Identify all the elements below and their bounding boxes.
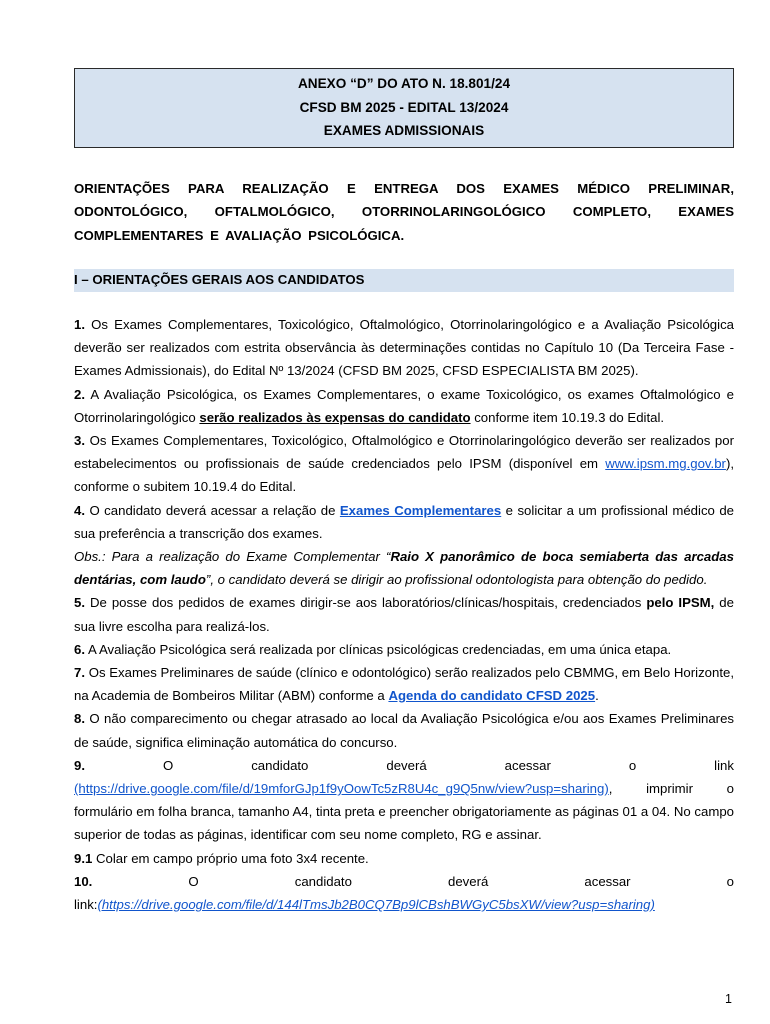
emphasis-text: Raio X panorâmico de boca semiaberta das arcadas dentárias, com laudo [74, 549, 734, 588]
item-number: 8. [74, 711, 85, 727]
item-2 [74, 383, 734, 429]
item-10-rest [74, 893, 734, 916]
annex-header [74, 68, 734, 148]
emphasis-text: serão realizados às expensas do candidato [199, 409, 471, 425]
exames-complementares-link[interactable]: Exames Complementares [339, 502, 502, 518]
item-text: Os Exames Preliminares de saúde (clínico e odontológico) serão realizados pelo CBMMG, em Belo Horizonte, na Academia de Bombeiros Militar (ABM) conforme a [74, 665, 734, 704]
obs-note [74, 545, 734, 591]
item-text: A Avaliação Psicológica, os Exames Complementares, o exame Toxicológico, os exames Oftalmológico e Otorrinolaringológico [74, 386, 735, 425]
item-text: link: [74, 897, 98, 913]
header-line-1: ANEXO “D” DO ATO N. 18.801/24 [297, 76, 511, 91]
emphasis-text: pelo IPSM, [646, 595, 715, 611]
item-9-1 [74, 847, 734, 870]
document-page [74, 68, 734, 916]
item-number: 6. [74, 641, 85, 657]
ipsm-link[interactable]: www.ipsm.mg.gov.br [605, 456, 726, 472]
item-word: acessar [584, 873, 631, 889]
item-word: O [188, 873, 199, 889]
item-text: conforme item 10.19.3 do Edital. [470, 409, 665, 425]
item-9-rest [74, 777, 734, 847]
item-text: Os Exames Complementares, Toxicológico, Oftalmológico e Otorrinolaringológico deverão ser realizados por estabelecimentos ou profissionais de saúde credenciados pelo IPSM (disponível em [74, 433, 734, 472]
item-5 [74, 591, 734, 637]
second-drive-link[interactable]: (https://drive.google.com/file/d/144lTmsJb2B0CQ7Bp9lCBshBWGyC5bsXW/view?usp=sharing) [97, 897, 655, 913]
item-text: e solicitar a um profissional médico de sua preferência a transcrição dos exames. [74, 502, 734, 541]
body-text [74, 313, 734, 916]
item-number: 3. [74, 433, 85, 449]
item-text: O candidato deverá acessar a relação de [89, 502, 340, 518]
item-word: o [726, 873, 734, 889]
item-word: O [162, 757, 174, 773]
item-9-first-line [74, 754, 734, 777]
header-line-2: CFSD BM 2025 - EDITAL 13/2024 [299, 99, 509, 115]
item-word: candidato [294, 873, 352, 889]
item-text: De posse dos pedidos de exames dirigir-se aos laboratórios/clínicas/hospitais, credenciados [89, 595, 647, 611]
item-3 [74, 429, 734, 499]
item-text: Os Exames Complementares, Toxicológico, Oftalmológico, Otorrinolaringológico e a Avaliação Psicológica deverão ser realizados com estrita observância às determinações contidas no Capítulo 10 (Da Terceira Fase - Exames Admissionais), do Edital Nº 13/2024 (CFSD BM 2025, CFSD ESPECIALISTA BM 2025). [74, 317, 735, 379]
item-7 [74, 661, 734, 707]
item-word: candidato [251, 757, 309, 773]
item-8 [74, 707, 734, 753]
item-1 [74, 313, 734, 383]
item-number: 5. [74, 595, 85, 611]
item-number: 9.1 [74, 850, 93, 866]
form-drive-link[interactable]: (https://drive.google.com/file/d/19mforGJp1f9yOowTc5zR8U4c_g9Q5nw/view?usp=sharing) [74, 781, 609, 797]
obs-text: ”, o candidato deverá se dirigir ao profissional odontologista para obtenção do pedido. [205, 572, 708, 588]
intro-heading: ORIENTAÇÕES PARA REALIZAÇÃO E ENTREGA DOS EXAMES MÉDICO PRELIMINAR, ODONTOLÓGICO, OFTALMOLÓGICO, OTORRINOLARINGOLÓGICO COMPLETO, EXAMES COMPLEMENTARES E AVALIAÇÃO PSICOLÓGICA. [74, 180, 734, 243]
item-text: Colar em campo próprio uma foto 3x4 recente. [96, 850, 369, 866]
page-number: 1 [725, 992, 732, 1006]
item-number: 1. [74, 317, 85, 332]
item-number: 10. [74, 873, 93, 889]
item-text: , imprimir o formulário em folha branca, tamanho A4, tinta preta e preencher obrigatoriamente as páginas 01 a 04. No campo superior de todas as páginas, identificar com seu nome completo, RG e assinar. [74, 781, 734, 843]
section-title: I – ORIENTAÇÕES GERAIS AOS CANDIDATOS [74, 269, 734, 292]
item-4 [74, 499, 734, 545]
item-word: deverá [448, 873, 489, 889]
item-6 [74, 638, 734, 661]
item-text: de sua livre escolha para realizá-los. [74, 595, 734, 634]
item-text: O não comparecimento ou chegar atrasado ao local da Avaliação Psicológica e/ou aos Exames Preliminares de saúde, significa eliminação automática do concurso. [74, 711, 735, 750]
item-word: acessar [504, 757, 551, 773]
item-word: link [714, 757, 734, 773]
item-text: . [595, 688, 599, 704]
item-text: ), conforme o subitem 10.19.4 do Edital. [74, 456, 734, 495]
item-word: o [628, 757, 637, 773]
item-text: A Avaliação Psicológica será realizada por clínicas psicológicas credenciadas, em uma única etapa. [87, 641, 672, 657]
item-number: 7. [74, 665, 85, 681]
obs-text: Obs.: Para a realização do Exame Complementar “ [74, 549, 391, 565]
item-10-first-line [74, 870, 734, 893]
agenda-candidato-link[interactable]: Agenda do candidato CFSD 2025 [388, 688, 596, 704]
item-word: deverá [386, 757, 427, 773]
header-line-3: EXAMES ADMISSIONAIS [323, 123, 485, 138]
item-number: 2. [74, 386, 85, 402]
item-number: 9. [74, 757, 85, 773]
item-number: 4. [74, 502, 85, 518]
